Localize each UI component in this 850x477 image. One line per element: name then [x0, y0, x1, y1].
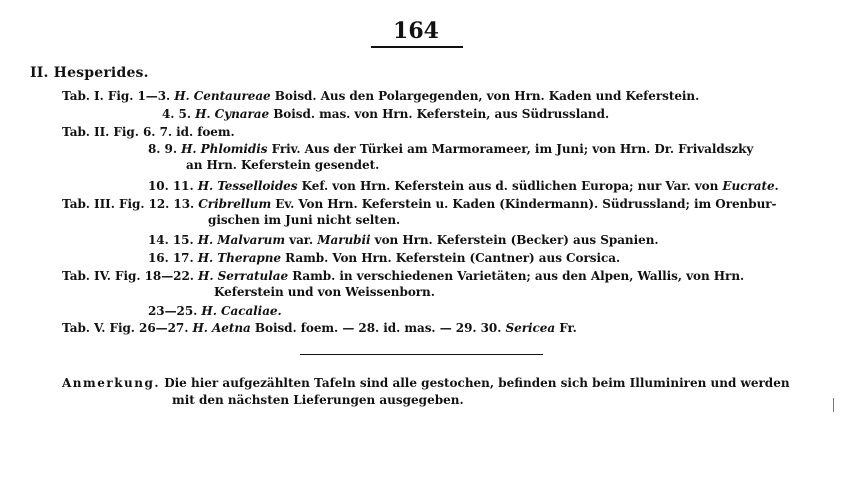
species-name: H. Aetna [192, 321, 251, 335]
entry-text: Boisd. foem. — 28. id. mas. — 29. 30. [254, 321, 502, 335]
entry-text: Friv. Aus der Türkei am Marmorameer, im Juni; von Hrn. Dr. Frivaldszky [271, 142, 754, 156]
page-number-rule [371, 46, 463, 48]
species-name: H. Phlomidis [181, 142, 268, 156]
entry-text: Ramb. in verschiedenen Varietäten; aus den Alpen, Wallis, von Hrn. [292, 269, 745, 283]
species-name: Marubii [317, 233, 371, 247]
entry-text: var. [289, 233, 314, 247]
entry-continuation: Keferstein und von Weissenborn. [214, 285, 435, 299]
plate-entry [162, 106, 609, 122]
species-name: Cribrellum [198, 197, 272, 211]
plate-entry [62, 88, 699, 104]
plate-ref: Tab. V. Fig. 26—27. [62, 321, 189, 335]
section-heading: II. Hesperides. [30, 65, 149, 81]
entry-text: Ev. Von Hrn. Keferstein u. Kaden (Kindermann). Südrussland; im Orenbur- [275, 197, 777, 211]
plate-entry [62, 196, 776, 228]
species-name: H. Therapne [197, 251, 282, 265]
entry-text: Boisd. mas. von Hrn. Keferstein, aus Südrussland. [273, 107, 610, 121]
entry-continuation: an Hrn. Keferstein gesendet. [186, 158, 380, 172]
section-divider [300, 354, 543, 355]
plate-ref: 23—25. [148, 304, 198, 318]
plate-entry [148, 232, 659, 248]
plate-entry [148, 250, 620, 266]
plate-ref: 8. 9. [148, 142, 177, 156]
entry-text: Ramb. Von Hrn. Keferstein (Cantner) aus Corsica. [285, 251, 621, 265]
plate-ref: Tab. IV. Fig. 18—22. [62, 269, 194, 283]
plate-ref: Tab. I. Fig. 1—3. [62, 89, 171, 103]
page-number: 164 [393, 18, 439, 44]
species-name: H. Malvarum [197, 233, 285, 247]
species-name: H. Tesselloides [197, 179, 298, 193]
plate-ref: 10. 11. [148, 179, 194, 193]
entry-text: Boisd. Aus den Polargegenden, von Hrn. Kaden und Keferstein. [274, 89, 700, 103]
plate-entry [148, 141, 753, 173]
plate-ref: Tab. III. Fig. 12. 13. [62, 197, 195, 211]
remark-text: Die hier aufgezählten Tafeln sind alle gestochen, befinden sich beim Illuminiren und werden [164, 376, 790, 390]
species-name: H. Cynarae [195, 107, 270, 121]
plate-ref: 16. 17. [148, 251, 194, 265]
entry-text: Fr. [559, 321, 577, 335]
species-name: Eucrate. [722, 179, 779, 193]
remark-text-continuation: mit den nächsten Lieferungen ausgegeben. [172, 393, 464, 407]
entry-text: Kef. von Hrn. Keferstein aus d. südlichen Europa; nur Var. von [301, 179, 719, 193]
plate-entry [148, 303, 282, 319]
entry-continuation: gischen im Juni nicht selten. [208, 213, 401, 227]
plate-entry [62, 268, 744, 300]
species-name: H. Cacaliae. [201, 304, 282, 318]
species-name: Sericea [505, 321, 556, 335]
plate-entry [62, 124, 235, 140]
remark-label: Anmerkung. [62, 376, 161, 390]
species-name: H. Serratulae [198, 269, 289, 283]
species-name: H. Centaureae [174, 89, 271, 103]
remark-note [62, 375, 790, 409]
plate-entry [148, 178, 779, 194]
plate-ref: Tab. II. Fig. 6. 7. id. foem. [62, 125, 235, 139]
margin-mark [833, 398, 834, 412]
plate-entry [62, 320, 577, 336]
plate-ref: 4. 5. [162, 107, 191, 121]
entry-text: von Hrn. Keferstein (Becker) aus Spanien. [374, 233, 659, 247]
plate-ref: 14. 15. [148, 233, 194, 247]
